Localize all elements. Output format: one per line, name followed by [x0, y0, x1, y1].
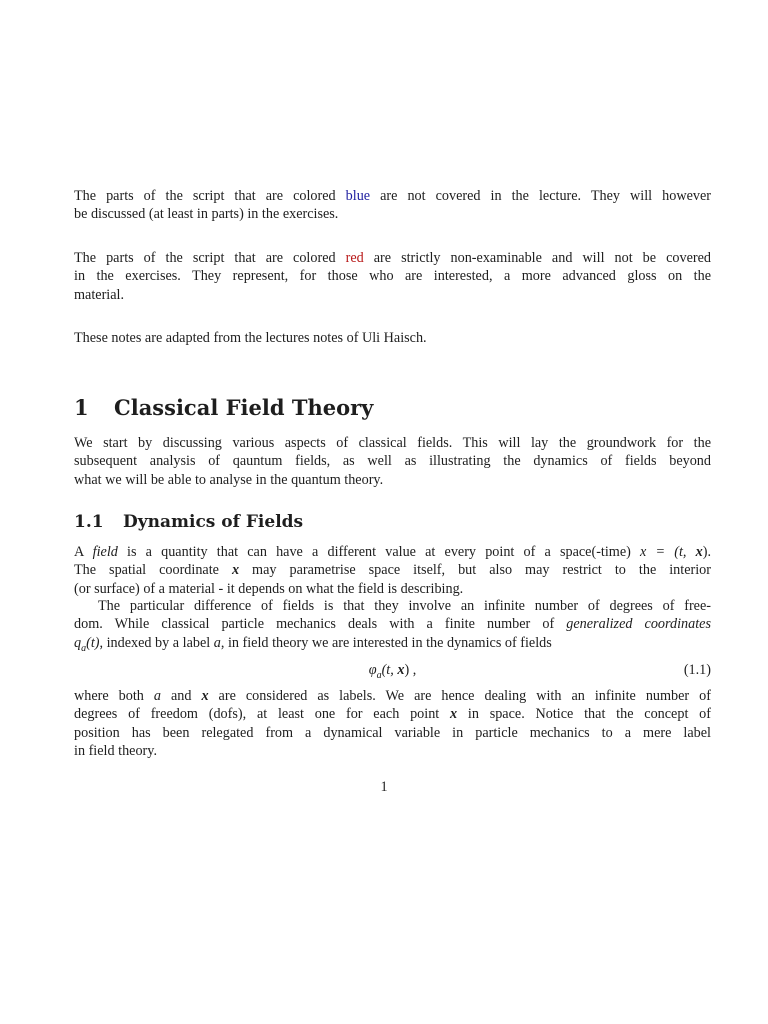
page-number: 1 [380, 779, 388, 795]
adapted-note-paragraph [74, 329, 711, 347]
text-line: position has been relegated from a dynamical variable in particle mechanics to a mere label [74, 724, 711, 741]
section-number: 1 [74, 395, 89, 420]
degrees-of-freedom-paragraph [74, 597, 711, 658]
labels-paragraph [74, 687, 711, 760]
text-line: be discussed (at least in parts) in the exercises. [74, 206, 339, 223]
text-line: The spatial coordinate x may parametrise space itself, but also may restrict to the interior [74, 562, 711, 579]
emphasis-field: field [92, 544, 118, 560]
text-line: in field theory. [74, 742, 157, 759]
section-title: Classical Field Theory [114, 395, 374, 420]
text-line: The parts of the script that are colored red are strictly non-examinable and will not be covered [74, 250, 711, 266]
text-line: degrees of freedom (dofs), at least one for each point x in space. Notice that the concept of [74, 706, 711, 723]
text-line: where both a and x are considered as labels. We are hence dealing with an infinite number of [74, 688, 711, 704]
text-line: material. [74, 286, 125, 303]
field-definition-paragraph [74, 543, 711, 598]
text-line: dom. While classical particle mechanics deals with a finite number of generalized coordinates [74, 616, 711, 633]
equation-body: $\varphi_a(t$, x) , [368, 662, 417, 681]
emphasis-generalized-coordinates: generalized coordinates [566, 616, 711, 633]
text-line: The parts of the script that are colored blue are not covered in the lecture. They will however [74, 188, 711, 204]
section-heading [74, 393, 373, 423]
text-line: $q_a(t)$, indexed by a label a, in field theory we are interested in the dynamics of fields [74, 634, 552, 654]
blue-word: blue [345, 188, 371, 204]
equation-1-1 [74, 659, 711, 681]
text-line: what we will be able to analyse in the quantum theory. [74, 471, 384, 488]
section-intro-paragraph [74, 434, 711, 489]
blue-note-paragraph [74, 187, 711, 224]
text-line: A field is a quantity that can have a different value at every point of a space(-time) x = (t, x). [74, 544, 712, 560]
red-word: red [345, 250, 364, 266]
text-line: (or surface) of a material - it depends on what the field is describing. [74, 580, 464, 597]
text-line: The particular difference of fields is that they involve an infinite number of degrees of free- [98, 598, 711, 614]
text-line: in the exercises. They represent, for those who are interested, a more advanced gloss on the [74, 268, 711, 285]
text-line: These notes are adapted from the lectures notes of Uli Haisch. [74, 330, 427, 346]
text-line: subsequent analysis of qauntum fields, as well as illustrating the dynamics of fields beyond [74, 453, 711, 470]
equation-number: (1.1) [683, 662, 711, 678]
red-note-paragraph [74, 249, 711, 304]
subsection-title: Dynamics of Fields [123, 512, 304, 532]
text-line: We start by discussing various aspects of classical fields. This will lay the groundwork for the [74, 435, 711, 451]
subsection-number: 1.1 [74, 512, 104, 532]
subsection-heading [74, 510, 303, 534]
